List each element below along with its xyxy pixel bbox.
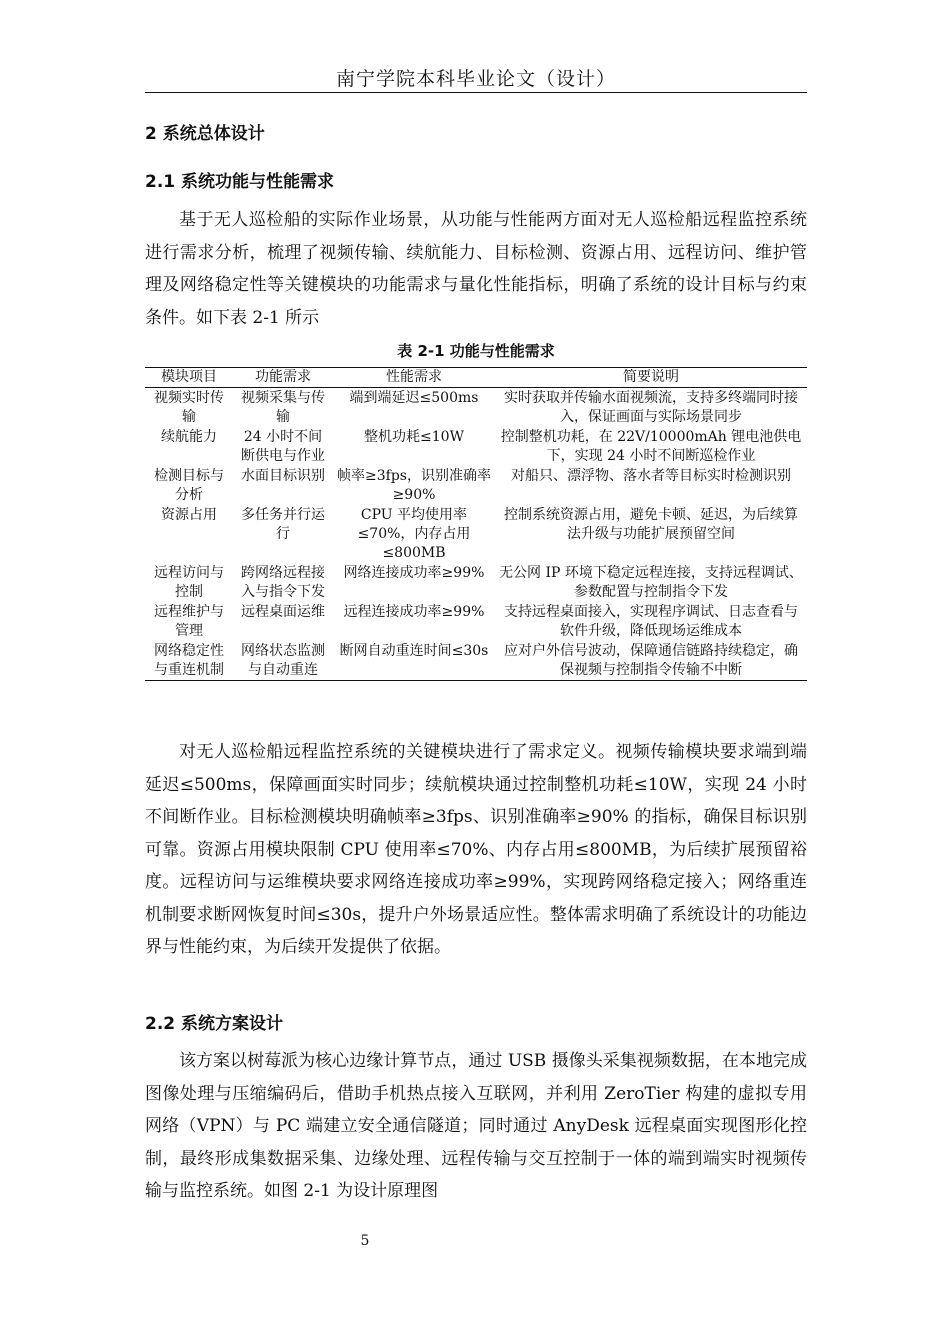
table-cell-function: 多任务并行运行 [241, 507, 325, 542]
table-header-cell: 功能需求 [233, 368, 333, 388]
table-row [145, 563, 807, 602]
table-cell-function: 水面目标识别 [241, 468, 325, 484]
table-cell-performance: 端到端延迟≤500ms [349, 390, 479, 406]
table-cell-performance: 整机功耗≤10W [364, 429, 464, 445]
table-cell-function: 网络状态监测与自动重连 [233, 641, 333, 681]
header-rule [145, 92, 807, 93]
table-caption: 表 2-1 功能与性能需求 [397, 342, 555, 360]
table-cell-module: 远程维护与管理 [154, 604, 224, 639]
table-cell-function: 跨网络远程接入与指令下发 [241, 565, 325, 600]
running-header: 南宁学院本科毕业论文（设计） [335, 68, 616, 90]
table-row [145, 466, 807, 505]
table-row [145, 388, 807, 428]
requirements-table [145, 367, 807, 681]
table-cell-description: 支持远程桌面接入，实现程序调试、日志查看与软件升级，降低现场运维成本 [504, 604, 798, 639]
table-cell-performance: 远程连接成功率≥99% [343, 604, 485, 620]
table-cell-function: 24 小时不间断供电与作业 [241, 429, 325, 464]
table-cell-description: 无公网 IP 环境下稳定远程连接，支持远程调试、参数配置与控制指令下发 [499, 565, 803, 600]
table-cell-module: 网络稳定性与重连机制 [145, 641, 233, 681]
table-cell-performance: 断网自动重连时间≤30s [333, 641, 495, 681]
section-heading-2: 2 系统总体设计 [145, 124, 265, 144]
intro-paragraph: 基于无人巡检船的实际作业场景，从功能与性能两方面对无人巡检船远程监控系统进行需求分析，梳理了视频传输、续航能力、目标检测、资源占用、远程访问、维护管理及网络稳定性等关键模块的功能需求与量化性能指标，明确了系统的设计目标与约束条件。如下表 2-1 所示 [145, 210, 807, 328]
table-cell-description: 实时获取并传输水面视频流，支持多终端同时接入，保证画面与实际场景同步 [504, 390, 798, 425]
table-header-cell: 模块项目 [145, 368, 233, 388]
scheme-paragraph: 该方案以树莓派为核心边缘计算节点，通过 USB 摄像头采集视频数据，在本地完成图像处理与压缩编码后，借助手机热点接入互联网，并利用 ZeroTier 构建的虚拟专用网络（VPN）与 PC 端建立安全通信隧道；同时通过 AnyDesk 远程桌面实现图形化控制，最终形成集数据采集、边缘处理、远程传输与交互控制于一体的端到端实时视频传输与监控系统。如图 2-1 为设计原理图 [145, 1051, 807, 1201]
table-cell-module: 检测目标与分析 [154, 468, 224, 503]
table-cell-module: 视频实时传输 [154, 390, 224, 425]
table-cell-module: 资源占用 [161, 507, 217, 523]
section-heading-2-1: 2.1 系统功能与性能需求 [145, 172, 335, 192]
table-header-cell: 性能需求 [333, 368, 495, 388]
table-row [145, 427, 807, 466]
table-cell-description: 应对户外信号波动，保障通信链路持续稳定，确保视频与控制指令传输不中断 [495, 641, 807, 681]
table-row [145, 641, 807, 681]
table-cell-module: 续航能力 [161, 429, 217, 445]
table-cell-module: 远程访问与控制 [154, 565, 224, 600]
table-cell-performance: 帧率≥3fps，识别准确率≥90% [337, 468, 491, 503]
table-cell-description: 对船只、漂浮物、落水者等目标实时检测识别 [511, 468, 791, 484]
table-header-cell: 简要说明 [495, 368, 807, 388]
summary-paragraph: 对无人巡检船远程监控系统的关键模块进行了需求定义。视频传输模块要求端到端延迟≤500ms，保障画面实时同步；续航模块通过控制整机功耗≤10W，实现 24 小时不间断作业。目标检测模块明确帧率≥3fps、识别准确率≥90% 的指标，确保目标识别可靠。资源占用模块限制 CPU 使用率≤70%、内存占用≤800MB，为后续扩展预留裕度。远程访问与运维模块要求网络连接成功率≥99%，实现跨网络稳定接入；网络重连机制要求断网恢复时间≤30s，提升户外场景适应性。整体需求明确了系统设计的功能边界与性能约束，为后续开发提供了依据。 [145, 742, 807, 957]
table-cell-performance: CPU 平均使用率≤70%，内存占用≤800MB [357, 507, 471, 561]
table-cell-description: 控制系统资源占用，避免卡顿、延迟，为后续算法升级与功能扩展预留空间 [504, 507, 798, 542]
section-heading-2-2: 2.2 系统方案设计 [145, 1014, 284, 1034]
table-cell-performance: 网络连接成功率≥99% [343, 565, 485, 581]
table-row [145, 602, 807, 641]
table-cell-function: 远程桌面运维 [241, 604, 325, 620]
page-number: 5 [360, 1233, 370, 1249]
table-cell-description: 控制整机功耗，在 22V/10000mAh 锂电池供电下，实现 24 小时不间断巡检作业 [500, 429, 802, 464]
table-header-row [145, 368, 807, 388]
table-cell-function: 视频采集与传输 [241, 390, 325, 425]
table-row [145, 505, 807, 563]
